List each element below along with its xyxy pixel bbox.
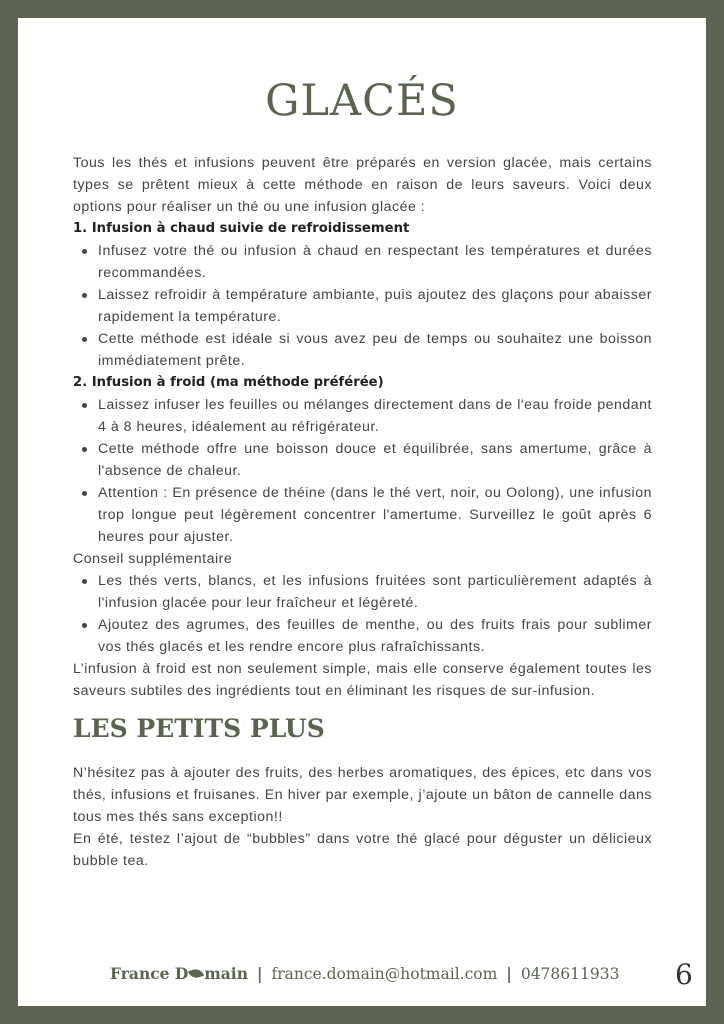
main-content [73, 152, 652, 702]
brand-text-start: France D [110, 964, 189, 983]
list-item: Les thés verts, blancs, et les infusions fruitées sont particulièrement adaptés à l'infusion glacée pour leur fraîcheur et légèreté. [98, 570, 652, 614]
page-title: GLACÉS [265, 76, 459, 126]
footer-phone: 0478611933 [520, 965, 620, 983]
footer-separator: | [506, 964, 512, 983]
list-item: Laissez refroidir à température ambiante, puis ajoutez des glaçons pour abaisser rapidement la température. [98, 284, 652, 328]
list-item: Cette méthode est idéale si vous avez peu de temps ou souhaitez une boisson immédiatement prête. [98, 328, 652, 372]
list-item: Laissez infuser les feuilles ou mélanges directement dans de l'eau froide pendant 4 à 8 heures, idéalement au réfrigérateur. [98, 394, 652, 438]
page [18, 18, 706, 1006]
extras-paragraph-2: En été, testez l’ajout de “bubbles” dans votre thé glacé pour déguster un délicieux bubble tea. [73, 831, 652, 869]
brand-logo [110, 964, 248, 983]
method1-heading: 1. Infusion à chaud suivie de refroidissement [73, 221, 410, 236]
list-item: Cette méthode offre une boisson douce et équilibrée, sans amertume, grâce à l'absence de chaleur. [98, 438, 652, 482]
method1-list [73, 240, 652, 372]
method2-heading: 2. Infusion à froid (ma méthode préférée) [73, 375, 384, 390]
extras-content [73, 762, 652, 872]
extras-paragraph-1: N’hésitez pas à ajouter des fruits, des herbes aromatiques, des épices, etc dans vos thés, infusions et fruisanes. En hiver par exemple, j’ajoute un bâton de cannelle dans tous mes thés sans exception!! [73, 765, 652, 825]
tip-heading: Conseil supplémentaire [73, 551, 233, 567]
list-item: Ajoutez des agrumes, des feuilles de menthe, ou des fruits frais pour sublimer vos thés glacés et les rendre encore plus rafraîchissants. [98, 614, 652, 658]
list-item: Attention : En présence de théine (dans le thé vert, noir, ou Oolong), une infusion trop longue peut légèrement concentrer l'amertume. Surveillez le goût après 6 heures pour ajuster. [98, 482, 652, 548]
page-number: 6 [675, 958, 693, 991]
conclusion-paragraph: L’infusion à froid est non seulement simple, mais elle conserve également toutes les saveurs subtiles des ingrédients tout en éliminant les risques de sur-infusion. [73, 661, 652, 699]
brand-text-end: main [204, 964, 248, 983]
list-item: Infusez votre thé ou infusion à chaud en respectant les températures et durées recommandées. [98, 240, 652, 284]
footer-email: france.domain@hotmail.com [271, 965, 498, 983]
footer [110, 964, 619, 983]
intro-paragraph: Tous les thés et infusions peuvent être préparés en version glacée, mais certains types se prêtent mieux à cette méthode en raison de leurs saveurs. Voici deux options pour réaliser un thé ou une infusion glacée : [73, 155, 652, 215]
tip-list [73, 570, 652, 658]
extras-title: LES PETITS PLUS [73, 714, 325, 743]
leaf-icon [188, 967, 204, 980]
footer-separator: | [256, 964, 263, 983]
method2-list [73, 394, 652, 548]
